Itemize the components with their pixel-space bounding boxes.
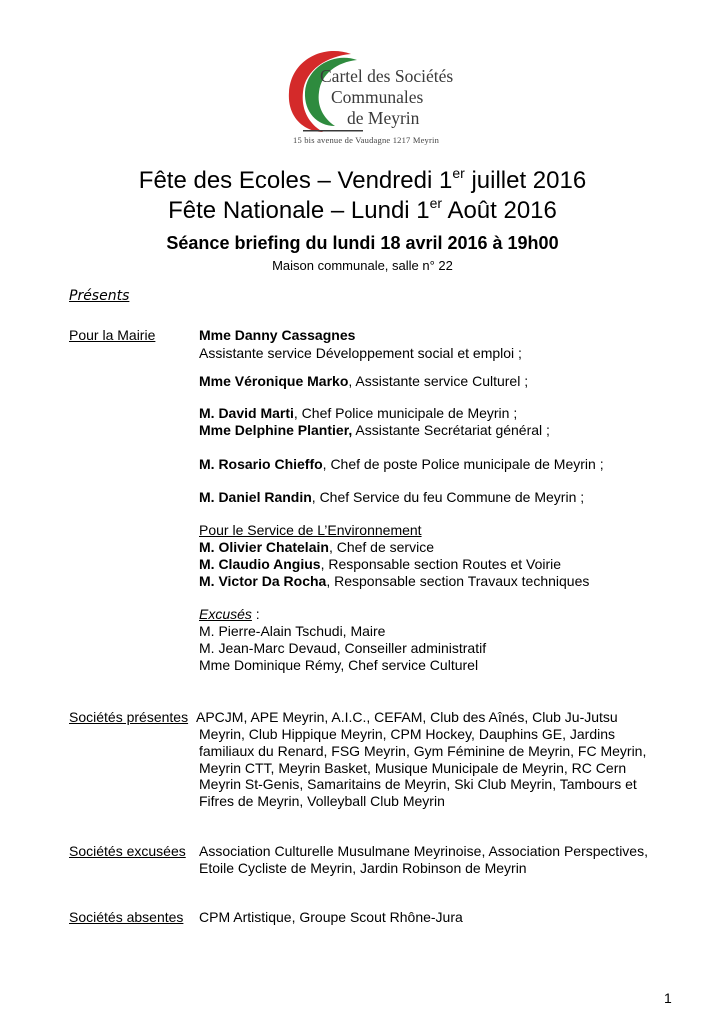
societes-line: Meyrin CTT, Meyrin Basket, Musique Municipale de Meyrin, RC Cern: [199, 760, 627, 776]
attendee-line: M. Victor Da Rocha, Responsable section Travaux techniques: [199, 573, 590, 589]
logo-text-line2: Communales: [331, 87, 424, 107]
attendee-line: M. Daniel Randin, Chef Service du feu Commune de Meyrin ;: [199, 489, 585, 505]
document-title-line1: Fête des Ecoles – Vendredi 1er juillet 2016: [138, 165, 587, 194]
societes-presentes-label: Sociétés présentes: [69, 709, 189, 725]
attendee-name: Mme Danny Cassagnes: [199, 327, 356, 343]
societes-line: APCJM, APE Meyrin, A.I.C., CEFAM, Club des Aînés, Club Ju-Jutsu: [196, 709, 618, 725]
meeting-location: Maison communale, salle n° 22: [272, 258, 453, 273]
societes-line: Fifres de Meyrin, Volleyball Club Meyrin: [199, 793, 445, 809]
presents-heading: Présents: [69, 288, 130, 304]
logo-text-line3: de Meyrin: [347, 108, 420, 128]
excused-person: M. Jean-Marc Devaud, Conseiller administratif: [199, 640, 487, 656]
document-title-line2: Fête Nationale – Lundi 1er Août 2016: [168, 195, 557, 224]
attendee-line: Mme Véronique Marko, Assistante service Culturel ;: [199, 373, 529, 389]
societes-line: Meyrin St-Genis, Samaritains de Meyrin, Ski Club Meyrin, Tambours et: [199, 776, 637, 792]
logo-address: 15 bis avenue de Vaudagne 1217 Meyrin: [293, 135, 440, 145]
societes-excusees-label: Sociétés excusées: [69, 843, 186, 859]
mairie-label: Pour la Mairie: [69, 327, 156, 343]
societes-line: CPM Artistique, Groupe Scout Rhône-Jura: [199, 909, 463, 925]
attendee-role: Assistante service Développement social et emploi ;: [199, 345, 522, 361]
attendee-line: M. Olivier Chatelain, Chef de service: [199, 539, 434, 555]
excused-person: M. Pierre-Alain Tschudi, Maire: [199, 623, 386, 639]
attendee-line: M. Rosario Chieffo, Chef de poste Police municipale de Meyrin ;: [199, 456, 604, 472]
societes-line: Meyrin, Club Hippique Meyrin, CPM Hockey, Dauphins GE, Jardins: [199, 726, 616, 742]
attendee-line: M. Claudio Angius, Responsable section Routes et Voirie: [199, 556, 562, 572]
excused-person: Mme Dominique Rémy, Chef service Culturel: [199, 657, 479, 673]
excuses-heading: Excusés :: [199, 606, 260, 622]
societes-line: Association Culturelle Musulmane Meyrinoise, Association Perspectives,: [199, 843, 648, 859]
societes-line: Etoile Cycliste de Meyrin, Jardin Robinson de Meyrin: [199, 860, 527, 876]
environnement-heading: Pour le Service de L’Environnement: [199, 522, 422, 538]
attendee-line: M. David Marti, Chef Police municipale de Meyrin ;: [199, 405, 518, 421]
attendee-line: Mme Delphine Plantier, Assistante Secrétariat général ;: [199, 422, 550, 438]
page-number: 1: [664, 990, 672, 1006]
societes-absentes-label: Sociétés absentes: [69, 909, 184, 925]
logo-text-line1: Cartel des Sociétés: [320, 66, 454, 86]
meeting-subtitle: Séance briefing du lundi 18 avril 2016 à 19h00: [166, 233, 559, 253]
societes-line: familiaux du Renard, FSG Meyrin, Gym Féminine de Meyrin, FC Meyrin,: [199, 743, 647, 759]
